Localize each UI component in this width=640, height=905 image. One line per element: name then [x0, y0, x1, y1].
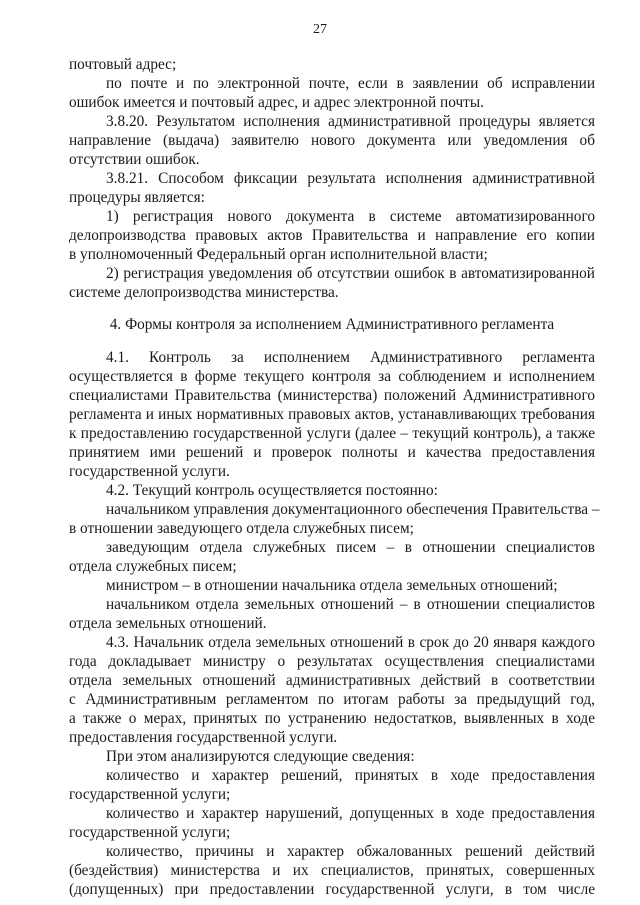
text-line: в уполномоченный Федеральный орган исполнительной власти;: [69, 246, 488, 263]
text-line: начальником управления документационного обеспечения Правительства –: [106, 501, 600, 518]
text-line: а также о мерах, принятых по устранению недостатков, выявленных в ходе: [69, 710, 595, 727]
text-line: заведующим отдела служебных писем – в отношении специалистов: [106, 539, 595, 556]
text-line: государственной услуги.: [69, 463, 230, 480]
text-line: принятием ими решений и проверок полноты и качества предоставления: [69, 444, 595, 461]
document-body: [69, 55, 600, 899]
text-line: государственной услуги;: [69, 824, 231, 841]
text-line: ошибок имеется и почтовый адрес, и адрес электронной почты.: [69, 94, 484, 111]
text-line: 3.8.21. Способом фиксации результата исполнения административной: [106, 170, 595, 187]
text-line: года докладывает министру о результатах осуществления специалистами: [69, 653, 595, 670]
section-heading: 4. Формы контроля за исполнением Административного регламента: [109, 316, 555, 333]
text-line: 4.3. Начальник отдела земельных отношений в срок до 20 января каждого: [106, 634, 595, 651]
text-line: При этом анализируются следующие сведения:: [106, 748, 415, 765]
text-line: (бездействия) министерства и их специалистов, принятых, совершенных: [69, 862, 595, 879]
text-line: в отношении заведующего отдела служебных писем;: [69, 520, 414, 537]
page-number: 27: [313, 22, 327, 37]
text-line: количество и характер нарушений, допущенных в ходе предоставления: [106, 805, 595, 822]
text-line: начальником отдела земельных отношений – в отношении специалистов: [106, 596, 595, 613]
text-line: направление (выдача) заявителю нового документа или уведомления об: [69, 132, 595, 149]
text-line: 4.1. Контроль за исполнением Административного регламента: [106, 349, 595, 366]
text-line: к предоставлению государственной услуги (далее – текущий контроль), а также: [69, 425, 595, 442]
text-line: осуществляется в форме текущего контроля за соблюдением и исполнением: [69, 368, 595, 385]
text-line: отдела земельных отношений административных действий в соответствии: [69, 672, 595, 689]
text-line: предоставления государственной услуги.: [69, 729, 338, 746]
text-line: процедуры является:: [69, 189, 205, 206]
text-line: количество, причины и характер обжалованных решений действий: [106, 843, 595, 860]
text-line: отсутствии ошибок.: [69, 151, 200, 168]
text-line: 1) регистрация нового документа в системе автоматизированного: [106, 208, 595, 225]
text-line: почтовый адрес;: [69, 56, 177, 73]
text-line: делопроизводства правовых актов Правительства и направление его копии: [69, 227, 595, 244]
text-line: системе делопроизводства министерства.: [69, 284, 339, 301]
text-line: 3.8.20. Результатом исполнения административной процедуры является: [106, 113, 595, 130]
text-line: с Административным регламентом по итогам работы за предыдущий год,: [69, 691, 595, 708]
text-line: специалистами Правительства (министерства) положений Административного: [69, 387, 595, 404]
text-line: отдела служебных писем;: [69, 558, 237, 575]
text-line: министром – в отношении начальника отдела земельных отношений;: [106, 577, 558, 594]
text-line: количество и характер решений, принятых в ходе предоставления: [106, 767, 595, 784]
text-line: (допущенных) при предоставлении государственной услуги, в том числе: [69, 881, 595, 898]
text-line: 2) регистрация уведомления об отсутствии ошибок в автоматизированной: [106, 265, 595, 282]
text-line: 4.2. Текущий контроль осуществляется постоянно:: [106, 482, 438, 499]
text-line: отдела земельных отношений.: [69, 615, 267, 632]
text-line: государственной услуги;: [69, 786, 231, 803]
text-line: по почте и по электронной почте, если в заявлении об исправлении: [106, 75, 595, 92]
text-line: регламента и иных нормативных правовых актов, устанавливающих требования: [69, 406, 595, 423]
